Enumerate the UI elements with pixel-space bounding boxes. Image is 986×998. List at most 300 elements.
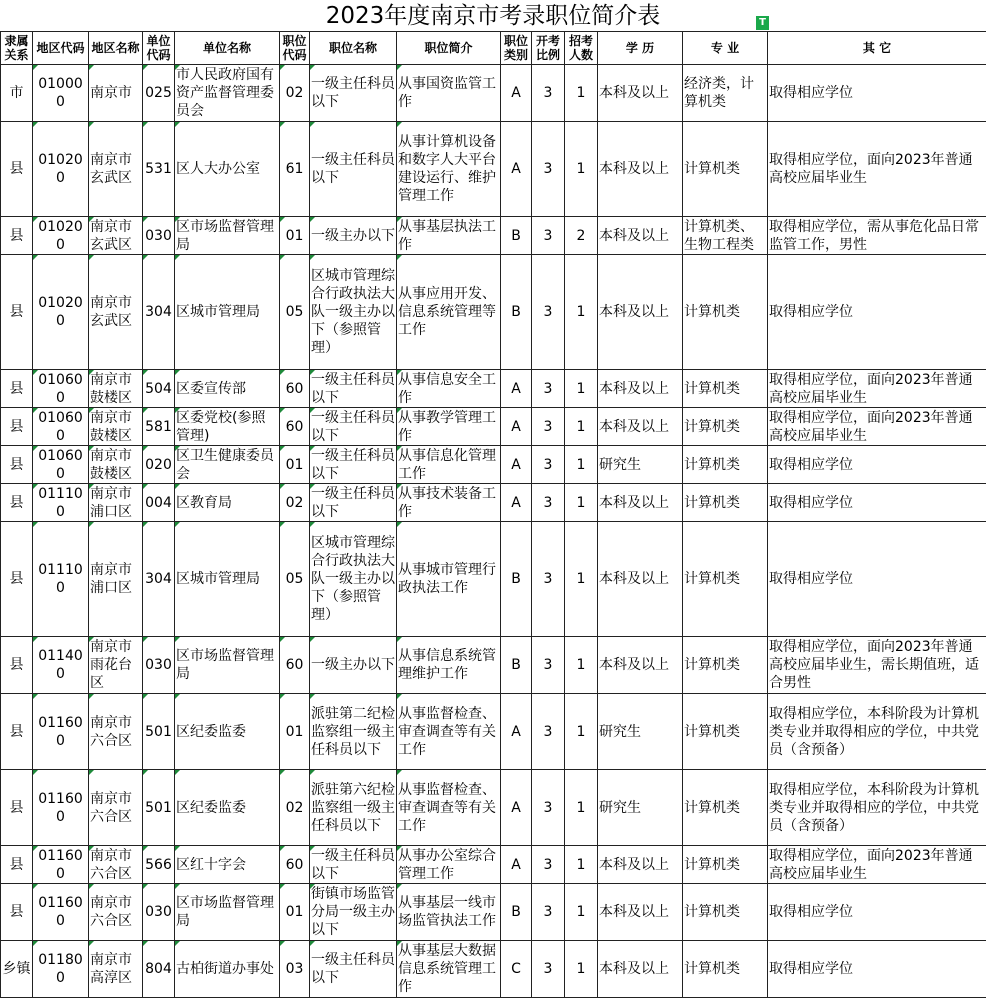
cell-unit-code[interactable]: [143, 770, 175, 846]
cell-area-name[interactable]: [89, 637, 143, 694]
table-row[interactable]: [1, 941, 986, 998]
cell-other[interactable]: [768, 408, 986, 446]
table-row[interactable]: [1, 255, 986, 370]
cell-level[interactable]: [1, 637, 33, 694]
cell-unit-name[interactable]: [175, 446, 280, 484]
cell-area-code[interactable]: [33, 122, 89, 217]
cell-exam-ratio[interactable]: [532, 370, 565, 408]
cell-position-description[interactable]: [397, 846, 501, 884]
cell-text: 60: [286, 857, 304, 873]
cell-area-name[interactable]: [89, 370, 143, 408]
cell-text: 01: [286, 724, 304, 740]
cell-unit-code[interactable]: [143, 637, 175, 694]
cell-other[interactable]: [768, 770, 986, 846]
cell-text: 区城市管理综合行政执法大队一级主办以下（参照管理）: [311, 268, 395, 356]
cell-unit-name[interactable]: [175, 65, 280, 122]
cell-area-name[interactable]: [89, 694, 143, 770]
text-number-indicator-icon: [33, 846, 38, 851]
cell-unit-name[interactable]: [175, 637, 280, 694]
cell-unit-name[interactable]: [175, 884, 280, 941]
text-number-indicator-icon: [33, 637, 38, 642]
cell-position-type[interactable]: [501, 770, 532, 846]
cell-area-code[interactable]: [33, 217, 89, 255]
header-unit-name: 单位名称: [175, 32, 280, 65]
cell-area-code[interactable]: [33, 884, 89, 941]
cell-area-code[interactable]: [33, 637, 89, 694]
cell-position-type[interactable]: [501, 217, 532, 255]
table-row[interactable]: [1, 446, 986, 484]
cell-text: 区市场监督管理局: [176, 648, 274, 682]
cell-position-code[interactable]: [280, 694, 310, 770]
table-row[interactable]: [1, 217, 986, 255]
cell-position-description[interactable]: [397, 522, 501, 637]
cell-level[interactable]: [1, 694, 33, 770]
cell-unit-name[interactable]: [175, 255, 280, 370]
cell-text: 030: [145, 657, 172, 673]
cell-unit-code[interactable]: [143, 846, 175, 884]
cell-text: 05: [286, 571, 304, 587]
cell-education[interactable]: [598, 122, 683, 217]
cell-position-type[interactable]: [501, 522, 532, 637]
cell-position-description[interactable]: [397, 217, 501, 255]
cell-position-code[interactable]: [280, 408, 310, 446]
cell-level[interactable]: [1, 370, 33, 408]
cell-education[interactable]: [598, 408, 683, 446]
cell-text: 304: [145, 571, 172, 587]
cell-text: 古柏街道办事处: [176, 961, 274, 977]
cell-position-name[interactable]: [310, 884, 397, 941]
cell-education[interactable]: [598, 370, 683, 408]
cell-position-type[interactable]: [501, 255, 532, 370]
cell-position-description[interactable]: [397, 65, 501, 122]
cell-text: 南京市六合区: [90, 895, 132, 929]
cell-unit-name[interactable]: [175, 941, 280, 998]
cell-hire-count[interactable]: [565, 217, 598, 255]
cell-position-code[interactable]: [280, 884, 310, 941]
cell-exam-ratio[interactable]: [532, 770, 565, 846]
table-row[interactable]: [1, 122, 986, 217]
cell-position-name[interactable]: [310, 122, 397, 217]
cell-hire-count[interactable]: [565, 694, 598, 770]
cell-area-name[interactable]: [89, 408, 143, 446]
cell-unit-code[interactable]: [143, 484, 175, 522]
cell-area-name[interactable]: [89, 255, 143, 370]
cell-position-description[interactable]: [397, 941, 501, 998]
cell-education[interactable]: [598, 770, 683, 846]
cell-unit-name[interactable]: [175, 770, 280, 846]
cell-exam-ratio[interactable]: [532, 694, 565, 770]
cell-unit-code[interactable]: [143, 884, 175, 941]
cell-level[interactable]: [1, 255, 33, 370]
cell-position-description[interactable]: [397, 370, 501, 408]
cell-unit-code[interactable]: [143, 446, 175, 484]
cell-area-code[interactable]: [33, 846, 89, 884]
cell-other[interactable]: [768, 637, 986, 694]
cell-text: 一级主任科员以下: [311, 952, 395, 986]
cell-position-name[interactable]: [310, 522, 397, 637]
cell-major[interactable]: [683, 408, 768, 446]
cell-area-code[interactable]: [33, 408, 89, 446]
text-number-indicator-icon: [175, 408, 180, 413]
cell-other[interactable]: [768, 65, 986, 122]
cell-major[interactable]: [683, 370, 768, 408]
cell-exam-ratio[interactable]: [532, 408, 565, 446]
cell-major[interactable]: [683, 522, 768, 637]
cell-area-code[interactable]: [33, 522, 89, 637]
text-number-indicator-icon: [33, 370, 38, 375]
cell-education[interactable]: [598, 65, 683, 122]
cell-text: 011800: [38, 952, 83, 986]
cell-position-code[interactable]: [280, 522, 310, 637]
cell-area-name[interactable]: [89, 446, 143, 484]
cell-area-code[interactable]: [33, 694, 89, 770]
cell-text: 1: [577, 961, 586, 977]
cell-other[interactable]: [768, 446, 986, 484]
cell-exam-ratio[interactable]: [532, 846, 565, 884]
text-number-indicator-icon: [143, 637, 148, 642]
cell-text: 派驻第六纪检监察组一级主任科员以下: [311, 782, 395, 834]
cell-position-description[interactable]: [397, 637, 501, 694]
cell-text: 本科及以上: [599, 161, 669, 177]
table-row[interactable]: [1, 694, 986, 770]
cell-text: 取得相应学位，面向2023年普通高校应届毕业生: [769, 152, 973, 186]
text-number-indicator-icon: [280, 255, 285, 260]
cell-hire-count[interactable]: [565, 446, 598, 484]
table-row[interactable]: [1, 770, 986, 846]
table-row[interactable]: [1, 884, 986, 941]
text-number-indicator-icon: [33, 484, 38, 489]
cell-education[interactable]: [598, 941, 683, 998]
table-row[interactable]: [1, 484, 986, 522]
cell-hire-count[interactable]: [565, 122, 598, 217]
cell-hire-count[interactable]: [565, 941, 598, 998]
cell-exam-ratio[interactable]: [532, 122, 565, 217]
cell-area-code[interactable]: [33, 370, 89, 408]
cell-exam-ratio[interactable]: [532, 255, 565, 370]
cell-text: 1: [577, 571, 586, 587]
cell-position-code[interactable]: [280, 770, 310, 846]
text-number-indicator-icon: [310, 122, 315, 127]
cell-position-type[interactable]: [501, 694, 532, 770]
cell-position-code[interactable]: [280, 370, 310, 408]
cell-major[interactable]: [683, 484, 768, 522]
text-number-indicator-icon: [280, 770, 285, 775]
cell-level[interactable]: [1, 65, 33, 122]
cell-major[interactable]: [683, 255, 768, 370]
table-row[interactable]: [1, 65, 986, 122]
text-number-indicator-icon: [310, 408, 315, 413]
cell-major[interactable]: [683, 217, 768, 255]
cell-hire-count[interactable]: [565, 884, 598, 941]
cell-other[interactable]: [768, 255, 986, 370]
text-format-icon[interactable]: T: [756, 16, 769, 30]
cell-position-description[interactable]: [397, 446, 501, 484]
cell-hire-count[interactable]: [565, 846, 598, 884]
cell-area-code[interactable]: [33, 941, 89, 998]
cell-position-description[interactable]: [397, 255, 501, 370]
cell-area-name[interactable]: [89, 941, 143, 998]
cell-text: 3: [544, 961, 553, 977]
cell-text: 011400: [38, 648, 83, 682]
cell-exam-ratio[interactable]: [532, 522, 565, 637]
cell-level[interactable]: [1, 884, 33, 941]
table-row[interactable]: [1, 846, 986, 884]
cell-position-description[interactable]: [397, 770, 501, 846]
text-number-indicator-icon: [143, 846, 148, 851]
cell-level[interactable]: [1, 408, 33, 446]
text-number-indicator-icon: [397, 255, 402, 260]
cell-position-name[interactable]: [310, 770, 397, 846]
cell-unit-code[interactable]: [143, 122, 175, 217]
table-row[interactable]: [1, 522, 986, 637]
text-number-indicator-icon: [143, 770, 148, 775]
cell-unit-name[interactable]: [175, 522, 280, 637]
text-number-indicator-icon: [397, 770, 402, 775]
cell-position-type[interactable]: [501, 446, 532, 484]
cell-position-name[interactable]: [310, 637, 397, 694]
cell-education[interactable]: [598, 694, 683, 770]
cell-position-code[interactable]: [280, 255, 310, 370]
cell-position-code[interactable]: [280, 65, 310, 122]
cell-position-name[interactable]: [310, 694, 397, 770]
cell-position-type[interactable]: [501, 637, 532, 694]
cell-hire-count[interactable]: [565, 255, 598, 370]
cell-area-name[interactable]: [89, 484, 143, 522]
cell-position-code[interactable]: [280, 122, 310, 217]
cell-position-description[interactable]: [397, 694, 501, 770]
cell-other[interactable]: [768, 522, 986, 637]
cell-text: 从事教学管理工作: [398, 410, 496, 444]
cell-position-type[interactable]: [501, 941, 532, 998]
cell-position-name[interactable]: [310, 217, 397, 255]
cell-text: 010600: [38, 372, 83, 406]
cell-text: 县: [10, 657, 24, 673]
cell-position-name[interactable]: [310, 255, 397, 370]
cell-area-name[interactable]: [89, 217, 143, 255]
cell-area-name[interactable]: [89, 846, 143, 884]
cell-education[interactable]: [598, 446, 683, 484]
cell-level[interactable]: [1, 770, 33, 846]
text-number-indicator-icon: [33, 522, 38, 527]
cell-text: 区纪委监委: [176, 800, 246, 816]
cell-area-code[interactable]: [33, 484, 89, 522]
cell-hire-count[interactable]: [565, 770, 598, 846]
cell-position-type[interactable]: [501, 846, 532, 884]
cell-position-description[interactable]: [397, 122, 501, 217]
cell-position-name[interactable]: [310, 941, 397, 998]
cell-area-name[interactable]: [89, 522, 143, 637]
text-number-indicator-icon: [310, 217, 315, 222]
cell-position-code[interactable]: [280, 217, 310, 255]
cell-level[interactable]: [1, 522, 33, 637]
positions-table: [0, 31, 986, 998]
text-number-indicator-icon: [175, 65, 180, 70]
cell-level[interactable]: [1, 446, 33, 484]
cell-text: 区市场监督管理局: [176, 219, 274, 253]
cell-unit-name[interactable]: [175, 484, 280, 522]
text-number-indicator-icon: [310, 884, 315, 889]
cell-major[interactable]: [683, 446, 768, 484]
cell-hire-count[interactable]: [565, 637, 598, 694]
cell-exam-ratio[interactable]: [532, 884, 565, 941]
cell-position-name[interactable]: [310, 370, 397, 408]
cell-position-description[interactable]: [397, 884, 501, 941]
cell-text: 县: [10, 228, 24, 244]
cell-text: 531: [145, 161, 172, 177]
cell-education[interactable]: [598, 522, 683, 637]
cell-unit-code[interactable]: [143, 522, 175, 637]
cell-education[interactable]: [598, 255, 683, 370]
cell-area-code[interactable]: [33, 65, 89, 122]
cell-other[interactable]: [768, 217, 986, 255]
cell-other[interactable]: [768, 941, 986, 998]
text-number-indicator-icon: [397, 884, 402, 889]
cell-education[interactable]: [598, 846, 683, 884]
cell-hire-count[interactable]: [565, 408, 598, 446]
cell-major[interactable]: [683, 884, 768, 941]
cell-text: 区城市管理局: [176, 571, 260, 587]
cell-text: 011100: [38, 486, 83, 520]
text-number-indicator-icon: [175, 255, 180, 260]
cell-text: 011600: [38, 791, 83, 825]
text-number-indicator-icon: [280, 65, 285, 70]
cell-unit-code[interactable]: [143, 370, 175, 408]
cell-unit-name[interactable]: [175, 694, 280, 770]
cell-area-code[interactable]: [33, 446, 89, 484]
cell-unit-name[interactable]: [175, 846, 280, 884]
text-number-indicator-icon: [280, 694, 285, 699]
cell-major[interactable]: [683, 770, 768, 846]
cell-exam-ratio[interactable]: [532, 217, 565, 255]
cell-position-name[interactable]: [310, 446, 397, 484]
cell-education[interactable]: [598, 217, 683, 255]
cell-unit-code[interactable]: [143, 941, 175, 998]
cell-position-name[interactable]: [310, 484, 397, 522]
cell-area-code[interactable]: [33, 770, 89, 846]
cell-unit-code[interactable]: [143, 694, 175, 770]
cell-area-name[interactable]: [89, 65, 143, 122]
cell-level[interactable]: [1, 122, 33, 217]
cell-level[interactable]: [1, 484, 33, 522]
cell-exam-ratio[interactable]: [532, 446, 565, 484]
cell-exam-ratio[interactable]: [532, 941, 565, 998]
cell-text: 县: [10, 800, 24, 816]
cell-position-description[interactable]: [397, 484, 501, 522]
text-number-indicator-icon: [280, 637, 285, 642]
cell-position-type[interactable]: [501, 370, 532, 408]
cell-text: 1: [577, 495, 586, 511]
cell-unit-name[interactable]: [175, 122, 280, 217]
cell-text: 2: [577, 228, 586, 244]
cell-other[interactable]: [768, 370, 986, 408]
cell-unit-code[interactable]: [143, 65, 175, 122]
text-number-indicator-icon: [89, 884, 94, 889]
cell-hire-count[interactable]: [565, 484, 598, 522]
cell-major[interactable]: [683, 65, 768, 122]
cell-unit-name[interactable]: [175, 370, 280, 408]
text-number-indicator-icon: [397, 941, 402, 946]
cell-position-name[interactable]: [310, 65, 397, 122]
cell-position-type[interactable]: [501, 484, 532, 522]
cell-text: 3: [544, 419, 553, 435]
text-number-indicator-icon: [33, 122, 38, 127]
cell-position-type[interactable]: [501, 884, 532, 941]
text-number-indicator-icon: [175, 370, 180, 375]
cell-text: 派驻第二纪检监察组一级主任科员以下: [311, 706, 395, 758]
cell-position-type[interactable]: [501, 65, 532, 122]
cell-position-code[interactable]: [280, 941, 310, 998]
cell-position-code[interactable]: [280, 446, 310, 484]
cell-unit-code[interactable]: [143, 408, 175, 446]
cell-hire-count[interactable]: [565, 522, 598, 637]
cell-level[interactable]: [1, 941, 33, 998]
table-row[interactable]: [1, 637, 986, 694]
cell-text: B: [511, 304, 521, 320]
cell-text: A: [511, 800, 521, 816]
cell-area-code[interactable]: [33, 255, 89, 370]
cell-exam-ratio[interactable]: [532, 637, 565, 694]
cell-major[interactable]: [683, 846, 768, 884]
cell-other[interactable]: [768, 122, 986, 217]
cell-education[interactable]: [598, 484, 683, 522]
cell-text: 计算机类: [684, 419, 740, 435]
cell-education[interactable]: [598, 884, 683, 941]
cell-education[interactable]: [598, 637, 683, 694]
cell-level[interactable]: [1, 846, 33, 884]
cell-exam-ratio[interactable]: [532, 484, 565, 522]
cell-level[interactable]: [1, 217, 33, 255]
cell-text: 计算机类: [684, 495, 740, 511]
cell-other[interactable]: [768, 846, 986, 884]
table-row[interactable]: [1, 408, 986, 446]
cell-position-type[interactable]: [501, 122, 532, 217]
cell-text: 从事监督检查、审查调查等有关工作: [398, 706, 496, 758]
cell-major[interactable]: [683, 122, 768, 217]
cell-hire-count[interactable]: [565, 65, 598, 122]
cell-area-name[interactable]: [89, 884, 143, 941]
cell-position-code[interactable]: [280, 484, 310, 522]
text-number-indicator-icon: [310, 522, 315, 527]
cell-exam-ratio[interactable]: [532, 65, 565, 122]
cell-major[interactable]: [683, 694, 768, 770]
cell-text: 取得相应学位: [769, 961, 853, 977]
cell-text: 县: [10, 419, 24, 435]
cell-major[interactable]: [683, 941, 768, 998]
cell-position-name[interactable]: [310, 408, 397, 446]
cell-position-code[interactable]: [280, 846, 310, 884]
text-number-indicator-icon: [397, 637, 402, 642]
cell-major[interactable]: [683, 637, 768, 694]
cell-hire-count[interactable]: [565, 370, 598, 408]
cell-other[interactable]: [768, 694, 986, 770]
cell-area-name[interactable]: [89, 122, 143, 217]
cell-unit-name[interactable]: [175, 408, 280, 446]
cell-text: 010200: [38, 152, 83, 186]
table-row[interactable]: [1, 370, 986, 408]
cell-unit-code[interactable]: [143, 255, 175, 370]
cell-unit-name[interactable]: [175, 217, 280, 255]
cell-other[interactable]: [768, 484, 986, 522]
cell-other[interactable]: [768, 884, 986, 941]
cell-position-type[interactable]: [501, 408, 532, 446]
cell-position-name[interactable]: [310, 846, 397, 884]
cell-position-code[interactable]: [280, 637, 310, 694]
cell-position-description[interactable]: [397, 408, 501, 446]
cell-unit-code[interactable]: [143, 217, 175, 255]
cell-text: 1: [577, 800, 586, 816]
cell-text: 街镇市场监管分局一级主办以下: [311, 886, 395, 938]
cell-area-name[interactable]: [89, 770, 143, 846]
